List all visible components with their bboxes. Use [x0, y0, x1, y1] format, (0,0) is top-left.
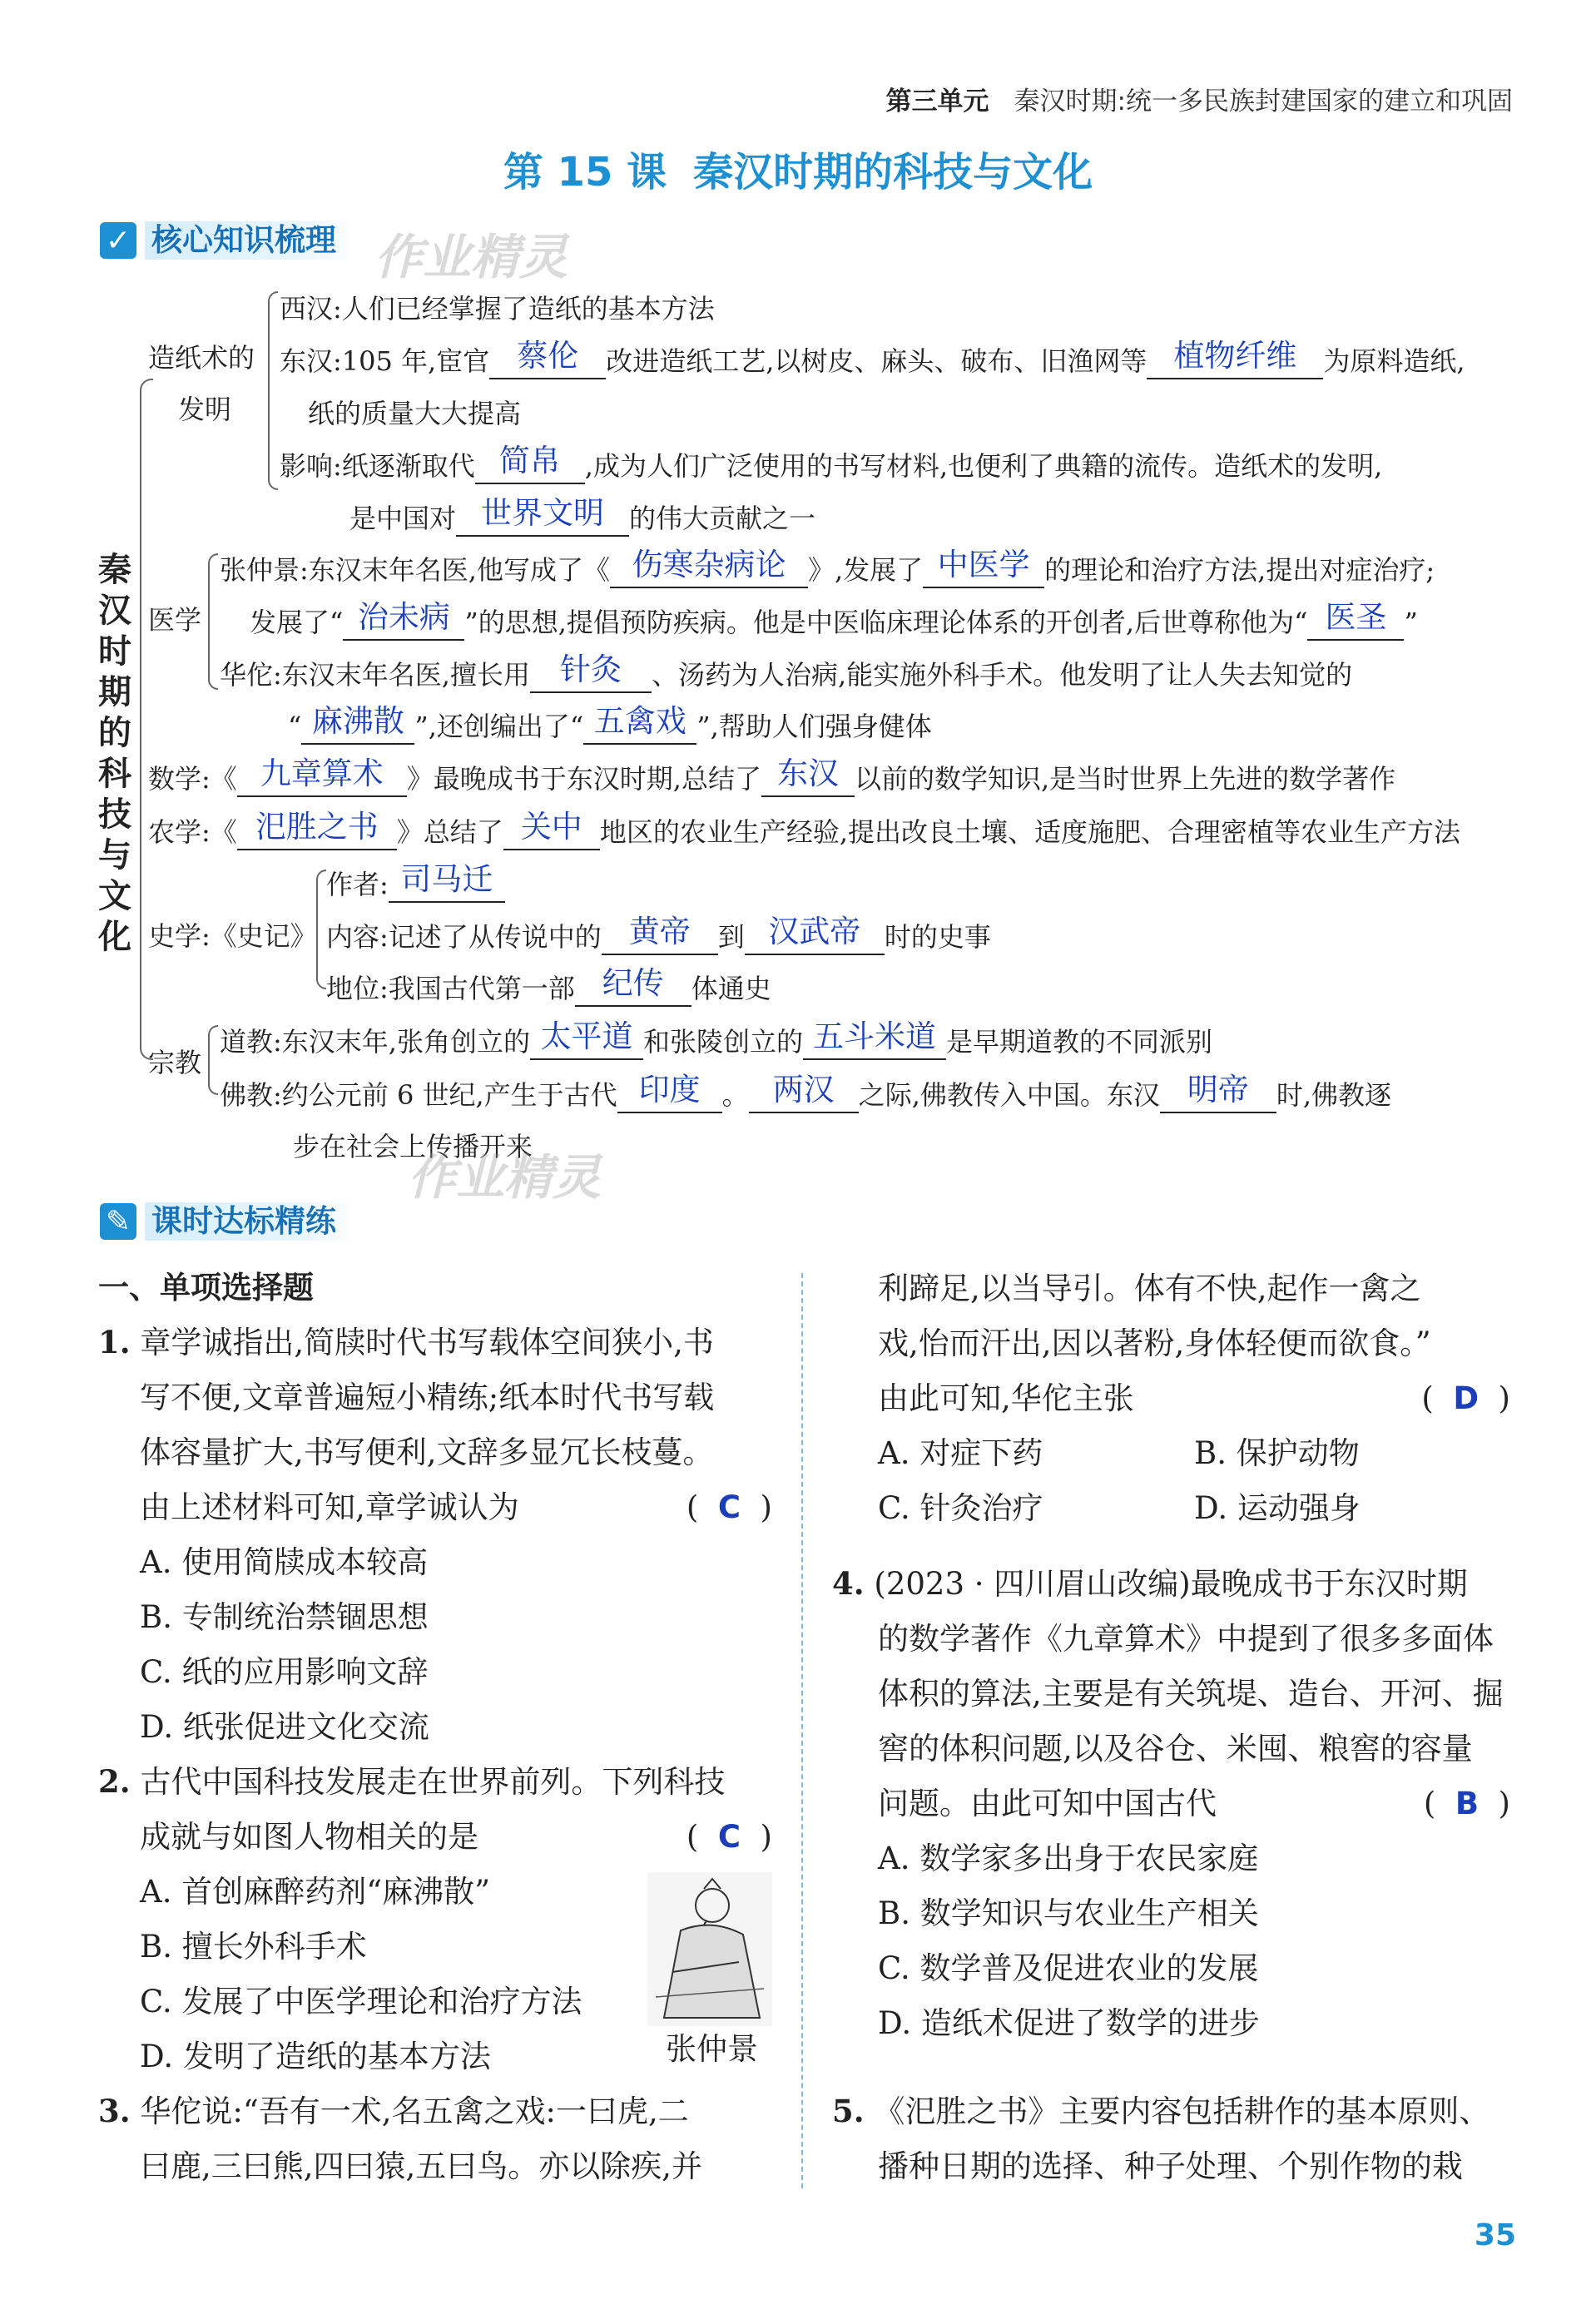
paper-bracket: [268, 291, 278, 490]
answer-blank: 司马迁: [389, 868, 505, 903]
answer-blank: 蔡伦: [489, 344, 606, 379]
history-author: 作者: 司马迁: [326, 868, 505, 903]
question-3-continued: 利蹄足,以当导引。体有不快,起作一禽之 戏,怡而汗出,因以著粉,身体轻便而欲食。” 由此可知,华佗主张 ( D ) A. 对症下药 B. 保护动物 C. 针灸治疗 D. 运动强身: [836, 1261, 1510, 1536]
option: B. 擅长外科手术: [140, 1929, 367, 1965]
practice-section-heading: [100, 1201, 356, 1242]
core-section-label: 核心知识梳理: [145, 221, 356, 260]
answer-choice: B: [1455, 1786, 1480, 1821]
paper-line-2: 东汉:105 年,宦官 蔡伦 改进造纸工艺,以树皮、麻头、破布、旧渔网等 植物纤维 为原料造纸,: [280, 344, 1465, 379]
option: C. 数学普及促进农业的发展: [878, 1950, 1259, 1986]
answer-blank: 治未病: [343, 606, 464, 641]
answer-blank: 针灸: [530, 658, 652, 693]
answer-blank: 九章算术: [237, 762, 407, 797]
answer-blank: 植物纤维: [1147, 344, 1323, 379]
unit-number: 第三单元: [885, 87, 989, 116]
math-line: 数学:《 九章算术 》最晚成书于东汉时期,总结了 东汉 以前的数学知识,是当时世界上先进的数学著作: [148, 762, 1395, 797]
option: D. 纸张促进文化交流: [140, 1709, 429, 1745]
religion-label: 宗教: [148, 1047, 202, 1078]
answer-choice: C: [717, 1489, 741, 1525]
option: A. 首创麻醉药剂“麻沸散”: [140, 1874, 491, 1910]
mindmap-root: 秦 汉 时 期 的 科 技 与 文 化: [98, 550, 131, 956]
paper-label-1: 造纸术的: [148, 342, 255, 374]
answer-blank: 黄帝: [602, 920, 718, 955]
religion-dao: 道教:东汉末年,张角创立的 太平道 和张陵创立的 五斗米道 是早期道教的不同派别: [220, 1025, 1212, 1060]
question-5: 5. 《汜胜之书》主要内容包括耕作的基本原则、 播种日期的选择、种子处理、个别作物的栽: [832, 2093, 1490, 2184]
answer-blank: 伤寒杂病论: [610, 553, 808, 588]
medicine-line-4: “ 麻沸散 ”,还创编出了“ 五禽戏 ”,帮助人们强身健体: [288, 710, 932, 745]
paper-line-4: 影响:纸逐渐取代 简帛 ,成为人们广泛使用的书写材料,也便利了典籍的流传。造纸术的发明,: [280, 449, 1382, 484]
lesson-title: [0, 140, 1596, 197]
answer-blank: 汉武帝: [745, 920, 885, 955]
answer-blank: 太平道: [530, 1025, 643, 1060]
practice-section-label: 课时达标精练: [145, 1202, 356, 1241]
medicine-label: 医学: [148, 604, 202, 636]
answer-blank: 印度: [617, 1078, 722, 1113]
option: B. 保护动物: [1194, 1435, 1360, 1471]
column-divider: [801, 1273, 803, 2188]
religion-buddhism-cont: 步在社会上传播开来: [293, 1131, 533, 1162]
answer-blank: 麻沸散: [301, 710, 414, 745]
medicine-bracket: [208, 553, 218, 690]
unit-title: 秦汉时期:统一多民族封建国家的建立和巩固: [1014, 87, 1513, 116]
history-status: 地位:我国古代第一部 纪传 体通史: [326, 972, 771, 1007]
portrait-caption: 张仲景: [666, 2031, 758, 2067]
answer-blank: 汜胜之书: [237, 815, 397, 850]
agri-line: 农学:《 汜胜之书 》总结了 关中 地区的农业生产经验,提出改良土壤、适度施肥、合理密植等农业生产方法: [148, 815, 1460, 850]
answer-blank: 世界文明: [456, 502, 629, 537]
option: C. 纸的应用影响文辞: [140, 1654, 429, 1690]
question-4: 4. (2023 · 四川眉山改编)最晚成书于东汉时期 的数学著作《九章算术》中提到了很多多面体 体积的算法,主要是有关筑堤、造台、开河、掘 窖的体积问题,以及谷仓、米囤、粮窖的容量 问题。由此可知中国古代 ( B ) A. 数学家多出身于农民家庭 B. 数学知识与农业生产相关 C. 数学普及促进农业的发展 D. 造纸术促进了数学的进步: [832, 1556, 1510, 2051]
religion-bracket: [208, 1025, 218, 1095]
answer-blank: 纪传: [575, 972, 691, 1007]
lesson-number: 第 15 课: [503, 149, 667, 196]
section-heading-choice: 一、单项选择题: [98, 1269, 314, 1306]
root-bracket: [140, 379, 153, 1060]
answer-blank: 关中: [503, 815, 600, 850]
option: D. 造纸术促进了数学的进步: [878, 2005, 1260, 2041]
history-bracket: [316, 870, 326, 989]
question-3: 3. 华佗说:“吾有一术,名五禽之戏:一曰虎,二 曰鹿,三曰熊,四曰猿,五曰鸟。亦以除疾,并: [98, 2093, 703, 2184]
question-1: 1. 章学诚指出,简牍时代书写载体空间狭小,书 写不便,文章普遍短小精练;纸本时代书写载 体容量扩大,书写便利,文辞多显冗长枝蔓。 由上述材料可知,章学诚认为 ( C ) A. 使用简牍成本较高 B. 专制统治禁锢思想 C. 纸的应用影响文辞 D. 纸张促进文化交流: [98, 1315, 772, 1755]
zhang-zhongjing-portrait: [647, 1872, 772, 2026]
option: B. 专制统治禁锢思想: [140, 1599, 429, 1635]
answer-choice: D: [1453, 1380, 1480, 1416]
answer-blank: 医圣: [1307, 606, 1404, 641]
answer-blank: 两汉: [749, 1078, 859, 1113]
option: D. 运动强身: [1194, 1490, 1361, 1526]
option: C. 针灸治疗: [878, 1490, 1043, 1526]
option: C. 发展了中医学理论和治疗方法: [140, 1984, 582, 2019]
answer-blank: 明帝: [1160, 1078, 1276, 1113]
answer-blank: 中医学: [923, 553, 1044, 588]
answer-blank: 简帛: [475, 449, 585, 484]
paper-line-3: 纸的质量大大提高: [308, 398, 522, 429]
religion-buddhism: 佛教:约公元前 6 世纪,产生于古代 印度 。 两汉 之际,佛教传入中国。东汉 明帝 时,佛教逐: [220, 1078, 1391, 1113]
option: A. 数学家多出身于农民家庭: [878, 1841, 1259, 1876]
medicine-line-1: 张仲景:东汉末年名医,他写成了《 伤寒杂病论 》,发展了 中医学 的理论和治疗方法,提出对症治疗;: [220, 553, 1435, 588]
unit-header: [886, 80, 1513, 117]
option: A. 对症下药: [878, 1435, 1043, 1471]
core-section-heading: [100, 220, 356, 261]
answer-choice: C: [717, 1819, 741, 1855]
paper-line-5: 是中国对 世界文明 的伟大贡献之一: [349, 502, 815, 537]
history-label: 史学:《史记》: [148, 920, 317, 952]
lesson-name: 秦汉时期的科技与文化: [693, 149, 1093, 196]
question-2: 2. 古代中国科技发展走在世界前列。下列科技 成就与如图人物相关的是 ( C ) A. 首创麻醉药剂“麻沸散” B. 擅长外科手术 C. 发展了中医学理论和治疗方法 D. 发明了造纸的基本方法: [98, 1754, 772, 2084]
page-number: 35: [1474, 2218, 1516, 2252]
paper-label-2: 发明: [178, 394, 232, 425]
answer-blank: 五禽戏: [583, 710, 696, 745]
medicine-line-3: 华佗:东汉末年名医,擅长用 针灸 、汤药为人治病,能实施外科手术。他发明了让人失去知觉的: [220, 658, 1352, 693]
checkbox-icon: ✓: [100, 222, 136, 259]
option: A. 使用简牍成本较高: [140, 1544, 429, 1580]
option: B. 数学知识与农业生产相关: [878, 1895, 1259, 1931]
option: D. 发明了造纸的基本方法: [140, 2039, 491, 2074]
medicine-line-2: 发展了“ 治未病 ”的思想,提倡预防疾病。他是中医临床理论体系的开创者,后世尊称他为“ 医圣 ”: [250, 606, 1418, 641]
answer-blank: 五斗米道: [803, 1025, 946, 1060]
watermark: 作业精灵: [408, 1149, 602, 1206]
paper-line-1: 西汉:人们已经掌握了造纸的基本方法: [280, 293, 715, 325]
history-content: 内容:记述了从传说中的 黄帝 到 汉武帝 时的史事: [326, 920, 991, 955]
pencil-icon: ✎: [100, 1203, 136, 1240]
watermark: 作业精灵: [374, 229, 568, 285]
answer-blank: 东汉: [761, 762, 855, 797]
